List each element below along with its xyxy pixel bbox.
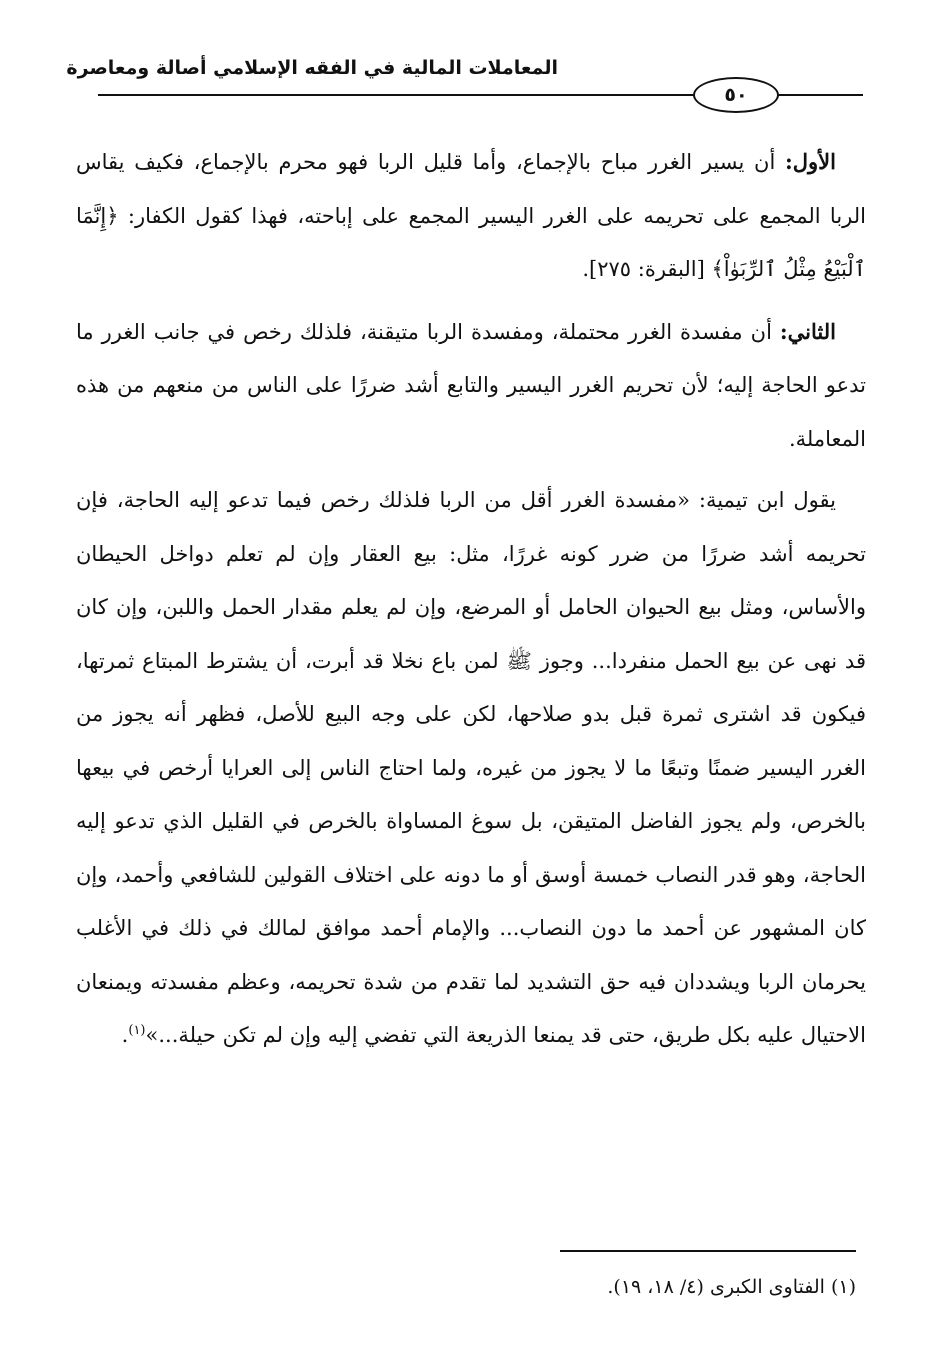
body-text xyxy=(76,135,866,1071)
verse-citation: [البقرة: ٢٧٥]. xyxy=(582,257,712,281)
paragraph-text: أن يسير الغرر مباح بالإجماع، وأما قليل الربا فهو محرم بالإجماع، فكيف يقاس الربا المجمع على تحريمه على الغرر اليسير المجمع على إباحته، فهذا كقول الكفار: xyxy=(76,150,866,228)
quran-verse: ﴿إِنَّمَا ٱلْبَيْعُ مِثْلُ ٱلرِّبَوٰاْ﴾ xyxy=(76,203,866,281)
footnote: (١) الفتاوى الكبرى (٤/ ١٨، ١٩). xyxy=(607,1276,856,1298)
header-rule-right xyxy=(778,94,863,96)
paragraph-second xyxy=(76,305,866,467)
paragraph-first xyxy=(76,135,866,297)
paragraph-end: . xyxy=(121,1023,129,1047)
footnote-reference: (١) xyxy=(128,1023,146,1038)
page-number-badge: ٥٠ xyxy=(693,77,779,113)
paragraph-quote xyxy=(76,474,866,1063)
paragraph-text: يقول ابن تيمية: «مفسدة الغرر أقل من الربا فلذلك رخص فيما تدعو إليه الحاجة، فإن تحريمه أشد ضررًا من ضرر كونه غررًا، مثل: بيع العقار وإن لم تعلم دواخل الحيطان والأساس، ومثل بيع الحيوان الحامل أو المرضع، وإن لم يعلم مقدار الحمل واللبن، وإن كان قد نهى عن بيع الحمل منفردا... وجوز ﷺ لمن باع نخلا قد أبرت، أن يشترط المبتاع ثمرتها، فيكون قد اشترى ثمرة قبل بدو صلاحها، لكن على وجه البيع للأصل، فظهر أنه يجوز من الغرر اليسير ضمنًا وتبعًا ما لا يجوز من غيره، ولما احتاج الناس إلى العرايا أرخص في بيعها بالخرص، ولم يجوز الفاضل المتيقن، بل سوغ المساواة بالخرص في القليل الذي تدعو إليه الحاجة، وهو قدر النصاب خمسة أوسق أو ما دونه على اختلاف القولين للشافعي وأحمد، وإن كان المشهور عن أحمد ما دون النصاب... والإمام أحمد موافق لمالك في ذلك في الأغلب يحرمان الربا ويشددان فيه حق التشديد لما تقدم من شدة تحريمه، وعظم مفسدته ويمنعان الاحتيال عليه بكل طريق، حتى قد يمنعا الذريعة التي تفضي إليه وإن لم تكن حيلة...» xyxy=(76,488,866,1047)
paragraph-lead: الثاني: xyxy=(779,318,836,344)
paragraph-lead: الأول: xyxy=(785,149,836,174)
running-header-title: المعاملات المالية في الفقه الإسلامي أصالة ومعاصرة xyxy=(66,57,558,79)
footnote-rule xyxy=(560,1250,856,1252)
header-rule-left xyxy=(98,94,695,96)
paragraph-text: أن مفسدة الغرر محتملة، ومفسدة الربا متيقنة، فلذلك رخص في جانب الغرر ما تدعو الحاجة إليه؛ لأن تحريم الغرر اليسير والتابع أشد ضررًا على الناس من منعهم من هذه المعاملة. xyxy=(76,319,866,451)
